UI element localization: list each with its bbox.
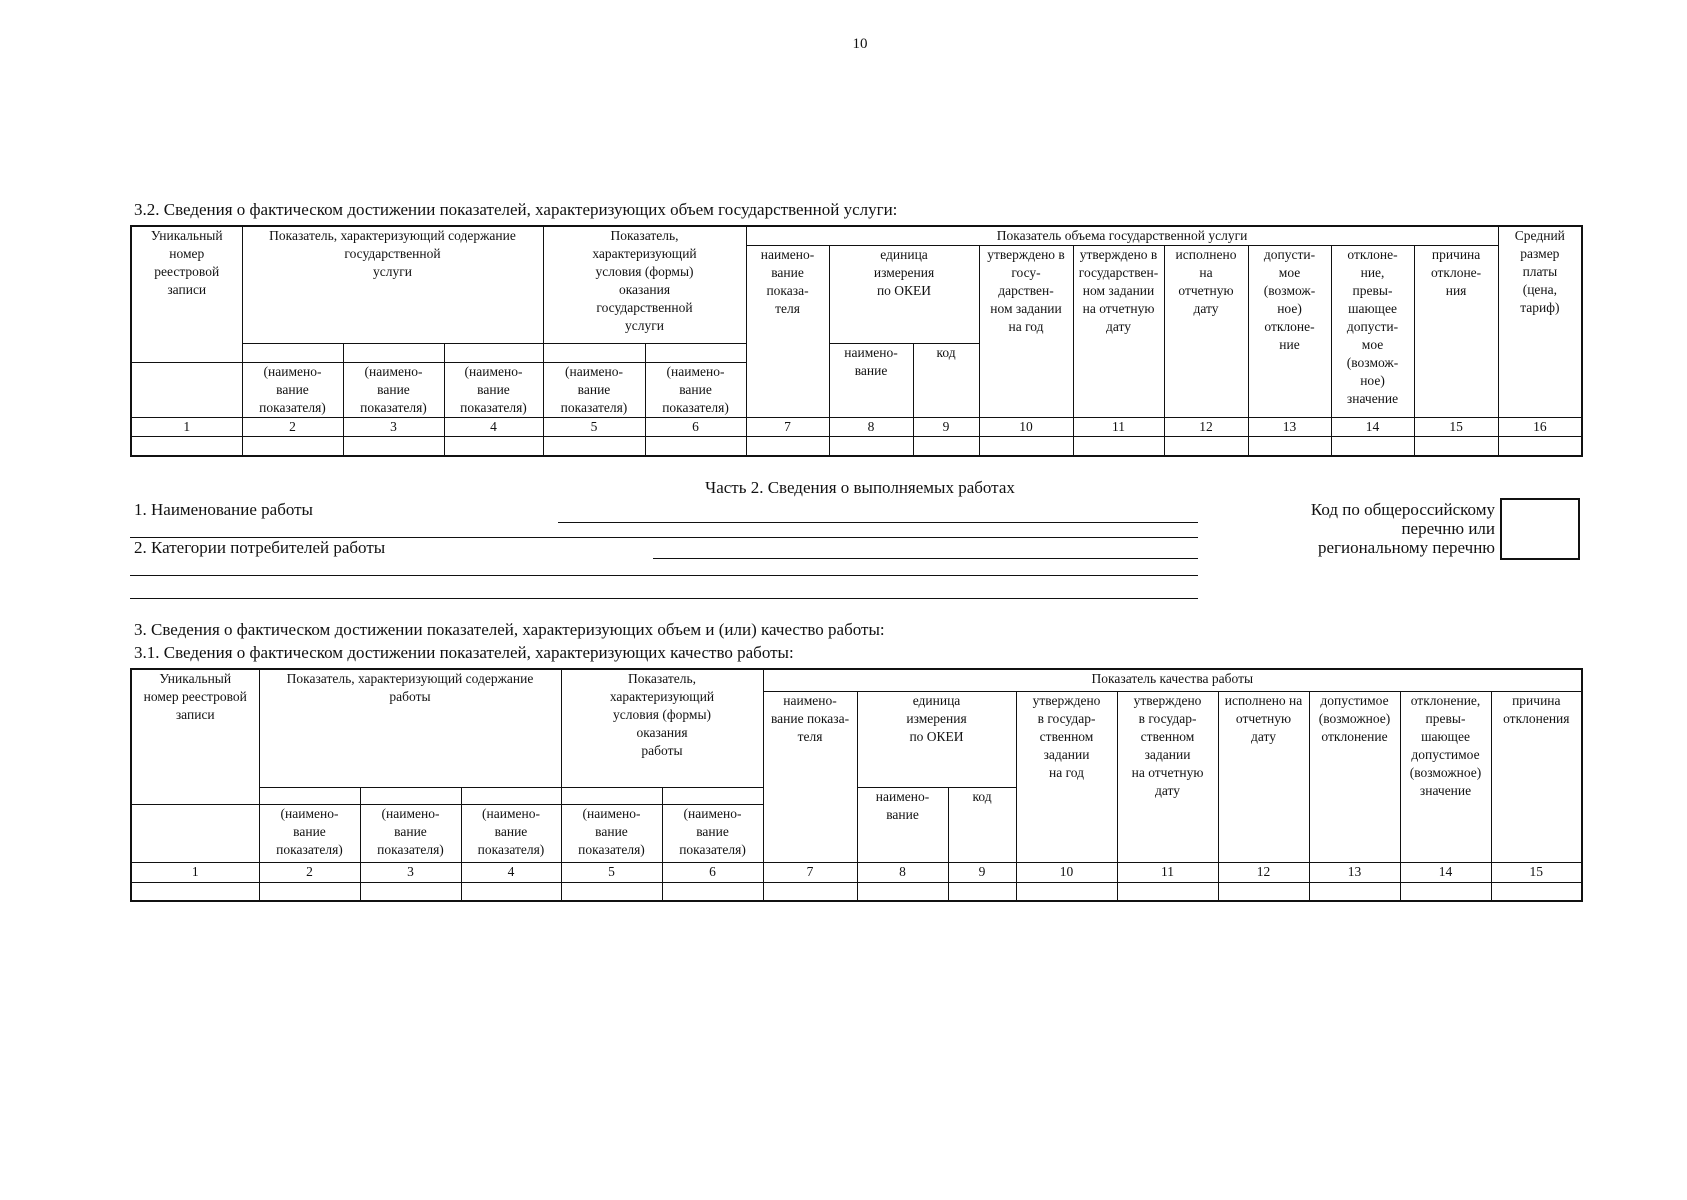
header-sub-indicator: (наимено- вание показателя) <box>543 363 645 418</box>
data-cell <box>444 437 543 456</box>
header-unique-number: Уникальный номер реестровой записи <box>131 226 242 363</box>
header-executed: исполнено на отчетную дату <box>1218 691 1309 862</box>
header-sub-indicator: (наимено- вание показателя) <box>461 804 561 862</box>
data-cell <box>1248 437 1331 456</box>
header-unit-code: код <box>948 787 1016 862</box>
consumers-label: 2. Категории потребителей работы <box>134 538 386 557</box>
header-content-indicator: Показатель, характеризующий содержание государственной услуги <box>242 226 543 344</box>
data-cell <box>763 882 857 901</box>
column-number: 11 <box>1073 418 1164 437</box>
data-cell <box>645 437 746 456</box>
consumers-line-3 <box>130 598 1198 599</box>
data-cell <box>1491 882 1582 901</box>
header-indicator-name: наимено- вание показа- теля <box>746 246 829 418</box>
empty-cell <box>645 344 746 363</box>
header-sub-indicator: (наимено- вание показателя) <box>662 804 763 862</box>
code-box <box>1500 498 1580 560</box>
empty-cell <box>131 804 259 862</box>
empty-cell <box>461 787 561 804</box>
data-cell <box>1414 437 1498 456</box>
empty-cell <box>242 344 343 363</box>
header-deviation-exceeding: отклоне- ние, превы- шающее допусти- мое (возмож- ное) значение <box>1331 246 1414 418</box>
empty-cell <box>662 787 763 804</box>
header-deviation-allowed: допустимое (возможное) отклонение <box>1309 691 1400 862</box>
column-number: 10 <box>1016 862 1117 882</box>
header-unit-name: наимено- вание <box>857 787 948 862</box>
header-sub-indicator: (наимено- вание показателя) <box>360 804 461 862</box>
column-number: 5 <box>561 862 662 882</box>
column-number: 2 <box>259 862 360 882</box>
data-cell <box>746 437 829 456</box>
data-cell <box>461 882 561 901</box>
header-content-indicator: Показатель, характеризующий содержание работы <box>259 669 561 787</box>
data-cell <box>360 882 461 901</box>
column-number: 16 <box>1498 418 1582 437</box>
empty-cell <box>343 344 444 363</box>
header-unique-number: Уникальный номер реестровой записи <box>131 669 259 804</box>
column-number: 6 <box>662 862 763 882</box>
empty-cell <box>444 344 543 363</box>
data-cell <box>543 437 645 456</box>
column-number: 1 <box>131 862 259 882</box>
data-cell <box>131 437 242 456</box>
data-cell <box>1400 882 1491 901</box>
code-label: Код по общероссийскому перечню или региональному перечню <box>1310 500 1495 557</box>
empty-cell <box>131 363 242 418</box>
section-3-2-title: 3.2. Сведения о фактическом достижении показателей, характеризующих объем государственной услуги: <box>134 200 898 219</box>
data-cell <box>948 882 1016 901</box>
table-row <box>131 882 1582 901</box>
part-2-title: Часть 2. Сведения о выполняемых работах <box>705 478 1015 497</box>
table-3-2 <box>130 225 1583 457</box>
header-sub-indicator: (наимено- вание показателя) <box>645 363 746 418</box>
column-number-row <box>131 862 1582 882</box>
header-unit-code: код <box>913 344 979 418</box>
header-quality-indicator: Показатель качества работы <box>763 669 1582 691</box>
header-avg-fee: Средний размер платы (цена, тариф) <box>1498 226 1582 418</box>
column-number: 10 <box>979 418 1073 437</box>
data-cell <box>259 882 360 901</box>
empty-cell <box>360 787 461 804</box>
data-cell <box>131 882 259 901</box>
column-number: 12 <box>1218 862 1309 882</box>
data-cell <box>1331 437 1414 456</box>
work-name-label: 1. Наименование работы <box>134 500 313 519</box>
column-number: 9 <box>948 862 1016 882</box>
header-conditions-indicator: Показатель, характеризующий условия (формы) оказания государственной услуги <box>543 226 746 344</box>
column-number: 8 <box>829 418 913 437</box>
column-number: 13 <box>1309 862 1400 882</box>
column-number: 4 <box>461 862 561 882</box>
section-3-title: 3. Сведения о фактическом достижении показателей, характеризующих объем и (или) качество работы: <box>134 620 885 639</box>
empty-cell <box>543 344 645 363</box>
header-deviation-allowed: допусти- мое (возмож- ное) отклоне- ние <box>1248 246 1331 418</box>
header-unit: единица измерения по ОКЕИ <box>857 691 1016 787</box>
header-volume-indicator: Показатель объема государственной услуги <box>746 226 1498 246</box>
data-cell <box>1073 437 1164 456</box>
column-number: 14 <box>1331 418 1414 437</box>
data-cell <box>1117 882 1218 901</box>
column-number: 15 <box>1414 418 1498 437</box>
header-conditions-indicator: Показатель, характеризующий условия (формы) оказания работы <box>561 669 763 787</box>
consumers-line <box>653 558 1198 559</box>
column-number: 14 <box>1400 862 1491 882</box>
column-number: 1 <box>131 418 242 437</box>
column-number: 13 <box>1248 418 1331 437</box>
data-cell <box>829 437 913 456</box>
header-approved-year: утверждено в государ- ственном задании на год <box>1016 691 1117 862</box>
section-3-1-title: 3.1. Сведения о фактическом достижении показателей, характеризующих качество работы: <box>134 643 794 662</box>
data-cell <box>1309 882 1400 901</box>
column-number: 2 <box>242 418 343 437</box>
data-cell <box>1016 882 1117 901</box>
work-name-line <box>558 522 1198 523</box>
header-indicator-name: наимено- вание показа- теля <box>763 691 857 862</box>
data-cell <box>242 437 343 456</box>
header-unit: единица измерения по ОКЕИ <box>829 246 979 344</box>
header-reason: причина отклонения <box>1491 691 1582 862</box>
column-number: 4 <box>444 418 543 437</box>
column-number: 7 <box>746 418 829 437</box>
column-number: 9 <box>913 418 979 437</box>
empty-cell <box>259 787 360 804</box>
data-cell <box>1218 882 1309 901</box>
header-deviation-exceeding: отклонение, превы- шающее допустимое (возможное) значение <box>1400 691 1491 862</box>
header-unit-name: наимено- вание <box>829 344 913 418</box>
column-number: 6 <box>645 418 746 437</box>
data-cell <box>979 437 1073 456</box>
empty-cell <box>561 787 662 804</box>
consumers-line-2 <box>130 575 1198 576</box>
column-number: 5 <box>543 418 645 437</box>
column-number: 3 <box>360 862 461 882</box>
column-number-row <box>131 418 1582 437</box>
data-cell <box>1498 437 1582 456</box>
header-approved-date: утверждено в государ- ственном задании на отчетную дату <box>1117 691 1218 862</box>
column-number: 8 <box>857 862 948 882</box>
data-cell <box>857 882 948 901</box>
header-approved-year: утверждено в госу- дарствен- ном задании на год <box>979 246 1073 418</box>
header-reason: причина отклоне- ния <box>1414 246 1498 418</box>
table-3-1 <box>130 668 1583 902</box>
column-number: 15 <box>1491 862 1582 882</box>
data-cell <box>913 437 979 456</box>
data-cell <box>662 882 763 901</box>
column-number: 7 <box>763 862 857 882</box>
header-sub-indicator: (наимено- вание показателя) <box>561 804 662 862</box>
data-cell <box>343 437 444 456</box>
column-number: 3 <box>343 418 444 437</box>
page-number: 10 <box>852 36 868 52</box>
header-approved-date: утверждено в государствен- ном задании на отчетную дату <box>1073 246 1164 418</box>
table-row <box>131 437 1582 456</box>
column-number: 11 <box>1117 862 1218 882</box>
header-sub-indicator: (наимено- вание показателя) <box>343 363 444 418</box>
header-sub-indicator: (наимено- вание показателя) <box>259 804 360 862</box>
header-sub-indicator: (наимено- вание показателя) <box>242 363 343 418</box>
header-executed: исполнено на отчетную дату <box>1164 246 1248 418</box>
column-number: 12 <box>1164 418 1248 437</box>
data-cell <box>1164 437 1248 456</box>
header-sub-indicator: (наимено- вание показателя) <box>444 363 543 418</box>
data-cell <box>561 882 662 901</box>
